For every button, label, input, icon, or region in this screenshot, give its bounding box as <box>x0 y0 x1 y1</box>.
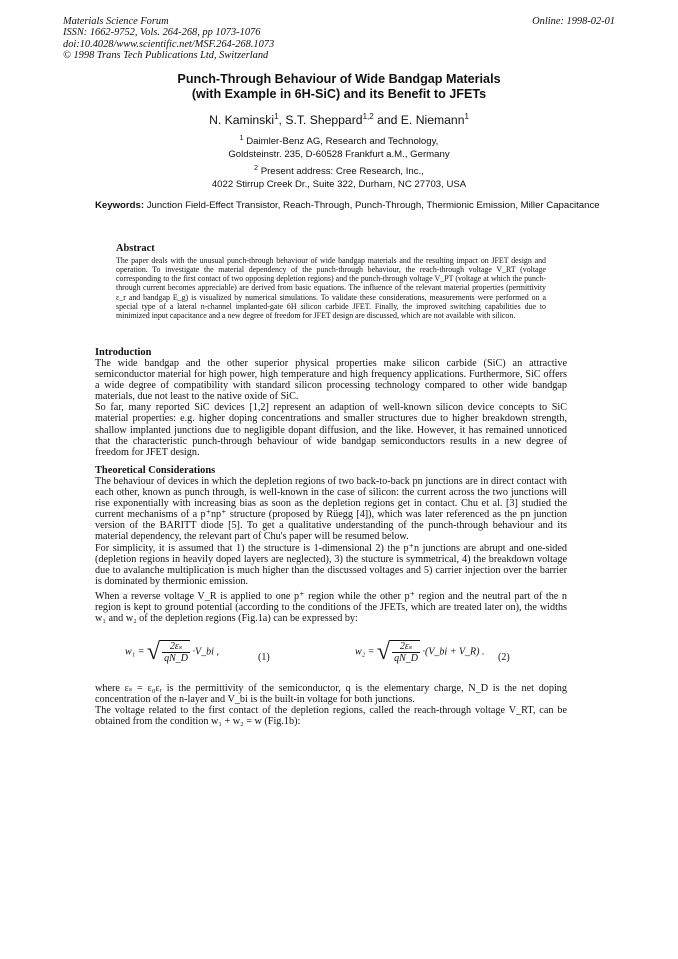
abstract-heading: Abstract <box>116 243 155 254</box>
theory-paragraph-2: For simplicity, it is assumed that 1) the structure is 1-dimensional 2) the p⁺n junctions are abrupt and one-sided (depletion regions in heavily doped layers are neglected), 3) the stucture is symmetrical, 4) the breakdown voltage due to avalanche multiplication is much higher than the discussed voltages and 5) carrier injection over the barrier is dominated by thermionic emission. <box>95 542 567 587</box>
title-line-2: (with Example in 6H-SiC) and its Benefit to JFETs <box>191 87 487 101</box>
intro-paragraph-2: So far, many reported SiC devices [1,2] represent an adaption of well-known silicon device concepts to SiC material properties: e.g. higher doping concentrations and smaller structures due to higher breakdown strength, shallow implanted junctions due to negligible dopant diffusion, and the like. However, it has remained unnoticed that the characteristic punch-through behaviour of wide bandgap semiconductors results in a new degree of freedom for JFET design. <box>95 402 567 458</box>
author-separator: , <box>278 113 286 128</box>
author-kaminski-affil: 1 <box>274 112 279 121</box>
sqrt-icon: √ <box>376 639 391 665</box>
eq2-denominator: qN_D <box>394 653 418 664</box>
journal-header <box>63 16 483 62</box>
affil-2-marker: 2 <box>254 165 259 172</box>
theory-paragraph-1: The behaviour of devices in which the depletion regions of two back-to-back pn junctions are in direct contact with each other, known as punch through, is well-known in the case of silicon: the current across the two junctions will rise exponentially with increasing bias as soon as the depletion regions get in contact. Chu et al. [3] studied the current mechanisms of a p⁺np⁺ structure (proposed by Rüegg [4]), which was later referenced as the pn junction version of the BARITT diode [5]. To get a qualitative understanding of the punch-through behaviour and its material dependency, the relevant part of Chu's paper will be resumed below. <box>95 476 567 543</box>
keywords-label: Keywords: <box>95 200 145 211</box>
affil-2-line-1: Present address: Cree Research, Inc., <box>258 166 424 178</box>
eq1-numerator: 2εₛ <box>162 641 190 653</box>
author-separator: and <box>373 113 401 128</box>
journal-name: Materials Science Forum <box>63 16 169 27</box>
author-niemann: E. Niemann <box>400 113 465 128</box>
abstract-text: The paper deals with the unusual punch-through behaviour of wide bandgap materials and the resulting impact on JFET design and operation. To investigate the material dependency of the punch-through behaviour, the reach-through voltage V_RT (voltage corresponding to the first contact of two opposing depletion regions) and the punch-through voltage V_PT (voltage at which the punch-through current becomes appreciable) are derived from basic equations. The influence of the relevant material properties (permittivity ε_r and bandgap E_g) is visualized by numerical simulations. To validate these considerations, measurements were performed on a special type of a lateral n-channel implanted-gate 6H silicon carbide JFET. Finally, the improved switching capabilities due to minimized input capacitance and a new degree of freedom for JFET design are discussed, which are not available with silicon. <box>116 256 546 320</box>
theory-paragraph-4: where εₛ = ε₀εᵣ is the permittivity of the semiconductor, q is the elementary charge, N_D is the net doping concentration of the n-layer and V_bi is the built-in voltage for both junctions. <box>95 683 567 706</box>
introduction-heading: Introduction <box>95 347 152 358</box>
author-sheppard: S.T. Sheppard <box>285 113 363 128</box>
eq2-rhs: ·(V_bi + V_R) . <box>422 646 485 658</box>
title-line-1: Punch-Through Behaviour of Wide Bandgap Materials <box>177 72 501 86</box>
equation-1 <box>125 640 219 664</box>
introduction-body <box>95 358 567 458</box>
theory-paragraph-3: When a reverse voltage V_R is applied to one p⁺ region while the other p⁺ region and the neutral part of the n region is kept to ground potential (according to the conditions of the JFETs, which are treated later on), the widths w₁ and w₂ of the depletion regions (Fig.1a) can be expressed by: <box>95 590 567 625</box>
theory-paragraph-5: The voltage related to the first contact of the depletion regions, called the reach-through voltage V_RT, can be obtained from the condition w₁ + w₂ = w (Fig.1b): <box>95 705 567 728</box>
issn-line: ISSN: 1662-9752, Vols. 264-268, pp 1073-1076 <box>63 27 261 39</box>
eq2-lhs: w₂ = <box>355 646 375 658</box>
eq1-rhs: ·V_bi , <box>192 646 219 658</box>
intro-paragraph-1: The wide bandgap and the other superior physical properties make silicon carbide (SiC) an attractive semiconductor material for high power, high temperature and high frequency applications. Furthermore, SiC offers a wide degree of compatibility with standard silicon processing technology compared to other wide bandgap materials, due not least to the native oxide of SiC. <box>95 358 567 403</box>
eq1-lhs: w₁ = <box>125 646 145 658</box>
theory-body-continued <box>95 683 567 727</box>
affil-1-marker: 1 <box>239 135 244 142</box>
author-sheppard-affil: 1,2 <box>362 112 374 121</box>
doi-line[interactable]: doi:10.4028/www.scientific.net/MSF.264-268.1073 <box>63 38 275 50</box>
affil-1-line-1: Daimler-Benz AG, Research and Technology, <box>243 136 439 148</box>
equation-2-number: (2) <box>498 652 510 663</box>
theory-body <box>95 476 567 624</box>
affiliation-2 <box>63 163 615 191</box>
author-niemann-affil: 1 <box>464 112 469 121</box>
equation-1-number: (1) <box>258 652 270 663</box>
keywords <box>95 200 615 212</box>
eq2-numerator: 2εₛ <box>392 641 420 653</box>
affil-2-line-2: 4022 Stirrup Creek Dr., Suite 322, Durham, NC 27703, USA <box>211 178 467 190</box>
copyright-line: © 1998 Trans Tech Publications Ltd, Switzerland <box>63 50 269 62</box>
affil-1-line-2: Goldsteinstr. 235, D-60528 Frankfurt a.M., Germany <box>228 148 450 160</box>
author-list <box>63 112 615 127</box>
equation-2 <box>355 640 485 664</box>
paper-title <box>63 72 615 102</box>
author-kaminski: N. Kaminski <box>209 113 275 128</box>
eq1-denominator: qN_D <box>164 653 188 664</box>
affiliation-1 <box>63 133 615 161</box>
online-date: Online: 1998-02-01 <box>532 16 615 27</box>
sqrt-icon: √ <box>146 639 161 665</box>
keywords-text: Junction Field-Effect Transistor, Reach-Through, Punch-Through, Thermionic Emission, Miller Capacitance <box>144 200 600 211</box>
theory-heading: Theoretical Considerations <box>95 465 216 476</box>
